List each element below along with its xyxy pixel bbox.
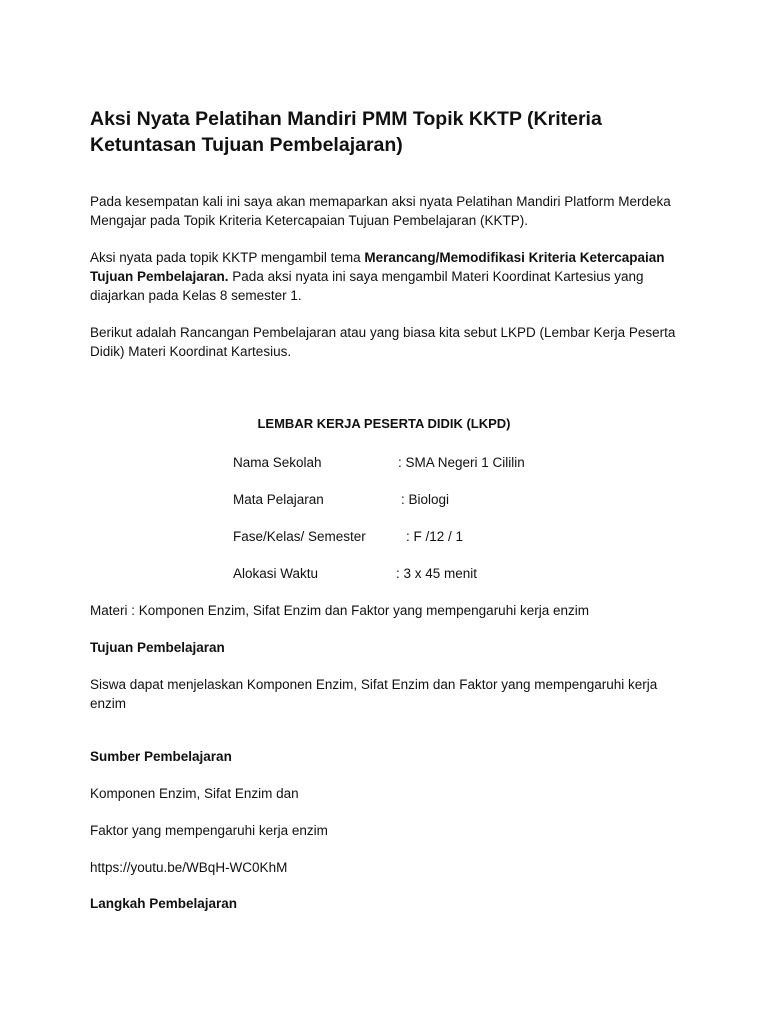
subject-label: Mata Pelajaran (233, 492, 324, 507)
theme-paragraph (90, 248, 690, 305)
theme-text-after: Pada aksi nyata ini saya mengambil Materi Koordinat Kartesius yang diajarkan pada Kelas 8 semester 1. (90, 269, 644, 303)
school-value: : SMA Negeri 1 Cililin (398, 455, 525, 470)
document-title: Aksi Nyata Pelatihan Mandiri PMM Topik KKTP (Kriteria Ketuntasan Tujuan Pembelajaran) (90, 108, 602, 156)
sumber-line-1: Komponen Enzim, Sifat Enzim dan (90, 786, 299, 801)
phase-label: Fase/Kelas/ Semester (233, 529, 366, 544)
theme-text-before: Aksi nyata pada topik KKTP mengambil tema (90, 250, 365, 265)
phase-value: : F /12 / 1 (406, 529, 464, 544)
time-label: Alokasi Waktu (233, 566, 319, 581)
lkpd-heading: LEMBAR KERJA PESERTA DIDIK (LKPD) (257, 416, 511, 431)
tujuan-heading: Tujuan Pembelajaran (90, 640, 225, 655)
tujuan-paragraph: Siswa dapat menjelaskan Komponen Enzim, Sifat Enzim dan Faktor yang mempengaruhi kerja enzim (90, 677, 658, 711)
langkah-heading: Langkah Pembelajaran (90, 896, 238, 911)
school-label: Nama Sekolah (233, 455, 322, 470)
sumber-heading: Sumber Pembelajaran (90, 749, 232, 764)
theme-text-bold: Merancang/Memodifikasi Kriteria Ketercapaian Tujuan Pembelajaran. (90, 250, 665, 284)
materi-line: Materi : Komponen Enzim, Sifat Enzim dan Faktor yang mempengaruhi kerja enzim (90, 603, 589, 618)
sumber-link[interactable]: https://youtu.be/WBqH-WC0KhM (90, 860, 288, 875)
intro-paragraph: Pada kesempatan kali ini saya akan memaparkan aksi nyata Pelatihan Mandiri Platform Merdeka Mengajar pada Topik Kriteria Ketercapaian Tujuan Pembelajaran (KKTP). (90, 194, 671, 228)
sumber-line-2: Faktor yang mempengaruhi kerja enzim (90, 823, 328, 838)
time-value: : 3 x 45 menit (396, 566, 478, 581)
subject-value: : Biologi (401, 492, 450, 507)
lkpd-intro-paragraph: Berikut adalah Rancangan Pembelajaran atau yang biasa kita sebut LKPD (Lembar Kerja Peserta Didik) Materi Koordinat Kartesius. (90, 325, 676, 359)
